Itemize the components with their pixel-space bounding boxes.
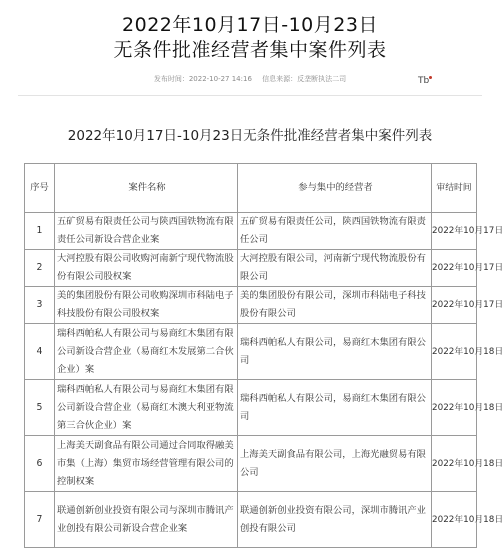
row-no: 4 [25, 324, 55, 380]
font-size-glyph: Tb [418, 76, 430, 86]
row-operators: 五矿贸易有限责任公司，陕西国铁物流有限责任公司 [238, 213, 432, 250]
row-operators: 大河控股有限公司，河南新宁现代物流股份有限公司 [238, 250, 432, 287]
row-no: 5 [25, 380, 55, 436]
cases-table [24, 163, 503, 548]
table-header-row [25, 164, 477, 213]
row-date: 2022年10月18日 [432, 492, 477, 548]
publish-time: 发布时间：2022-10-27 14:16 [153, 75, 252, 83]
row-case-name: 瑞科西帕私人有限公司与易商红木集团有限公司新设合营企业（易商红木澳大利亚物流第三合伙企业）案 [55, 380, 238, 436]
column-header-case-name: 案件名称 [55, 164, 238, 213]
table-row [25, 492, 477, 548]
row-date: 2022年10月17日 [432, 213, 477, 250]
table-row [25, 213, 477, 250]
column-header-date: 审结时间 [432, 164, 477, 213]
row-operators: 瑞科西帕私人有限公司，易商红木集团有限公司 [238, 324, 432, 380]
page-title-line-1: 2022年10月17日-10月23日 [122, 14, 378, 36]
row-no: 3 [25, 287, 55, 324]
page-title-line-2: 无条件批准经营者集中案件列表 [113, 39, 387, 61]
row-case-name: 五矿贸易有限责任公司与陕西国铁物流有限责任公司新设合营企业案 [55, 213, 238, 250]
row-date: 2022年10月18日 [432, 324, 477, 380]
row-no: 6 [25, 436, 55, 492]
row-case-name: 联通创新创业投资有限公司与深圳市腾讯产业创投有限公司新设合营企业案 [55, 492, 238, 548]
table-row [25, 436, 477, 492]
table-heading: 2022年10月17日-10月23日无条件批准经营者集中案件列表 [67, 128, 433, 144]
font-size-indicator-dot [429, 76, 432, 79]
row-no: 2 [25, 250, 55, 287]
row-date: 2022年10月18日 [432, 380, 477, 436]
row-no: 1 [25, 213, 55, 250]
table-row [25, 380, 477, 436]
row-no: 7 [25, 492, 55, 548]
row-date: 2022年10月18日 [432, 436, 477, 492]
row-operators: 美的集团股份有限公司，深圳市科陆电子科技股份有限公司 [238, 287, 432, 324]
font-size-icon[interactable] [418, 76, 432, 88]
row-case-name: 大河控股有限公司收购河南新宁现代物流股份有限公司股权案 [55, 250, 238, 287]
column-header-no: 序号 [25, 164, 55, 213]
row-date: 2022年10月17日 [432, 287, 477, 324]
row-operators: 上海美天副食品有限公司，上海光融贸易有限公司 [238, 436, 432, 492]
info-source: 信息来源：反垄断执法二司 [262, 75, 347, 83]
row-case-name: 瑞科西帕私人有限公司与易商红木集团有限公司新设合营企业（易商红木发展第二合伙企业）案 [55, 324, 238, 380]
header-divider [18, 95, 482, 96]
row-operators: 联通创新创业投资有限公司，深圳市腾讯产业创投有限公司 [238, 492, 432, 548]
table-row [25, 250, 477, 287]
row-case-name: 上海美天副食品有限公司通过合同取得融美市集（上海）集贸市场经营管理有限公司的控制权案 [55, 436, 238, 492]
table-row [25, 324, 477, 380]
row-date: 2022年10月17日 [432, 250, 477, 287]
table-row [25, 287, 477, 324]
column-header-operators: 参与集中的经营者 [238, 164, 432, 213]
row-operators: 瑞科西帕私人有限公司，易商红木集团有限公司 [238, 380, 432, 436]
row-case-name: 美的集团股份有限公司收购深圳市科陆电子科技股份有限公司股权案 [55, 287, 238, 324]
